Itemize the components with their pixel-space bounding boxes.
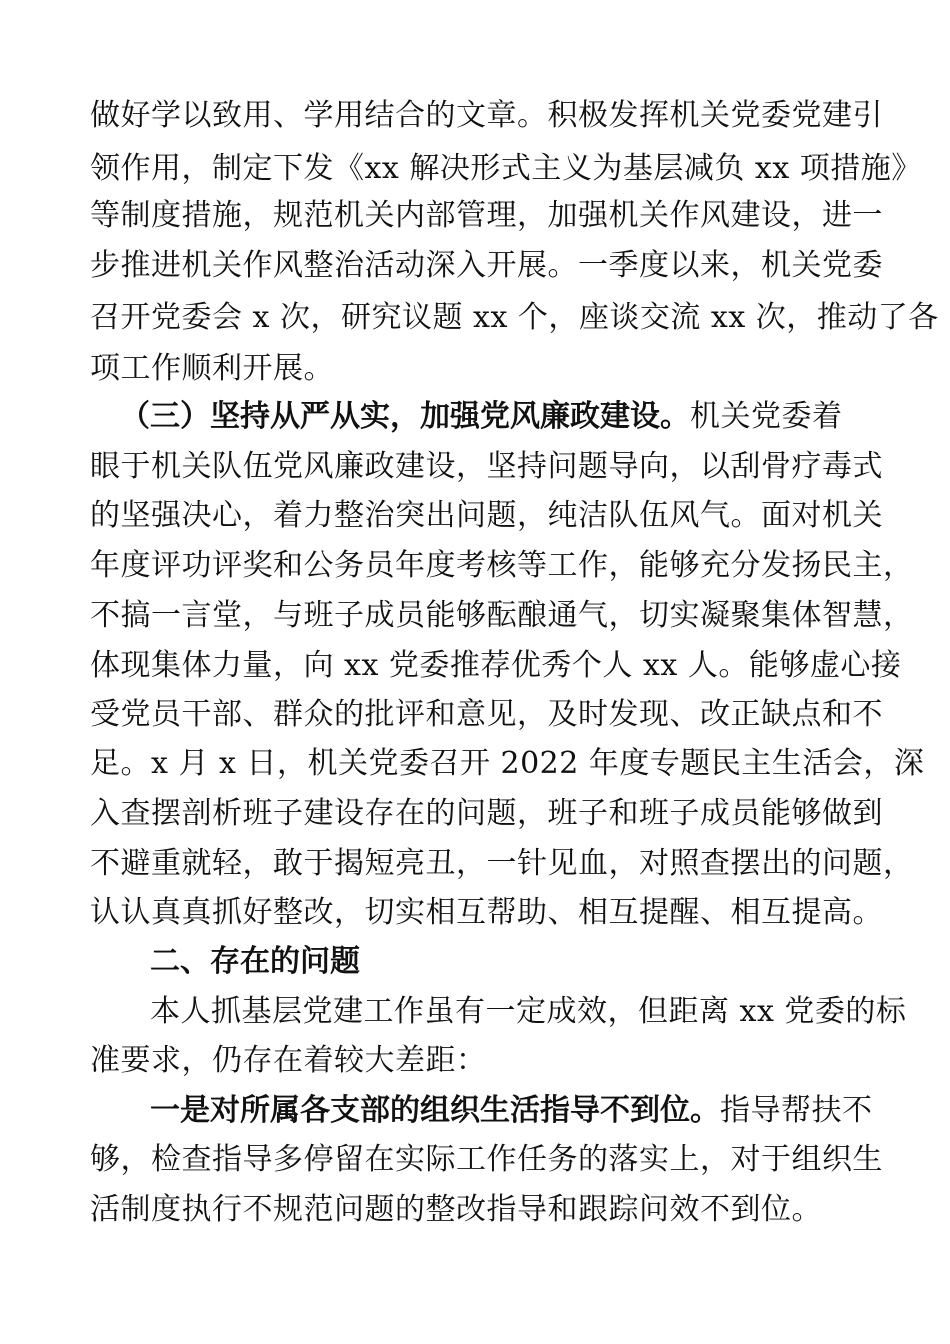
body-text-line: 召开党委会 x 次，研究议题 xx 个，座谈交流 xx 次，推动了各 [90, 300, 939, 335]
body-text-line: 领作用，制定下发《xx 解决形式主义为基层减负 xx 项措施》 [90, 151, 922, 186]
body-text-line: 年度评功评奖和公务员年度考核等工作，能够充分发扬民主， [90, 548, 914, 583]
body-text-line: 入查摆剖析班子建设存在的问题，班子和班子成员能够做到 [90, 796, 883, 831]
body-text-line: 准要求，仍存在着较大差距： [90, 1043, 487, 1078]
body-text-line: 体现集体力量，向 xx 党委推荐优秀个人 xx 人。能够虚心接 [90, 648, 902, 683]
body-text-line: 等制度措施，规范机关内部管理，加强机关作风建设，进一 [90, 198, 883, 233]
body-text-line: 眼于机关队伍党风廉政建设，坚持问题导向，以刮骨疗毒式 [90, 449, 883, 484]
body-text-line: 步推进机关作风整治活动深入开展。一季度以来，机关党委 [90, 248, 883, 283]
body-text-line: 做好学以致用、学用结合的文章。积极发挥机关党委党建引 [90, 98, 883, 133]
body-text-line: 受党员干部、群众的批评和意见，及时发现、改正缺点和不 [90, 697, 883, 732]
body-text-line: 的坚强决心，着力整治突出问题，纯洁队伍风气。面对机关 [90, 498, 883, 533]
body-text-line: 不避重就轻，敢于揭短亮丑，一针见血，对照查摆出的问题， [90, 846, 914, 881]
section-heading: 二、存在的问题 [150, 944, 360, 979]
body-text-inline: 机关党委着 [690, 399, 843, 434]
paragraph-first-line [120, 393, 870, 441]
paragraph-first-line [150, 1087, 873, 1135]
body-text-line: 足。x 月 x 日，机关党委召开 2022 年度专题民主生活会，深 [90, 746, 925, 781]
body-text-line: 活制度执行不规范问题的整改指导和跟踪问效不到位。 [90, 1192, 822, 1227]
problem-heading: 一是对所属各支部的组织生活指导不到位。 [150, 1093, 720, 1128]
body-text-line: 项工作顺利开展。 [90, 351, 334, 386]
body-text-inline: 指导帮扶不 [720, 1093, 873, 1128]
body-text-line: 够，检查指导多停留在实际工作任务的落实上，对于组织生 [90, 1142, 883, 1177]
body-text-line: 认认真真抓好整改，切实相互帮助、相互提醒、相互提高。 [90, 895, 883, 930]
body-text-line: 本人抓基层党建工作虽有一定成效，但距离 xx 党委的标 [150, 994, 907, 1029]
subsection-heading: （三）坚持从严从实，加强党风廉政建设。 [120, 399, 690, 434]
body-text-line: 不搞一言堂，与班子成员能够酝酿通气，切实凝聚集体智慧， [90, 598, 914, 633]
